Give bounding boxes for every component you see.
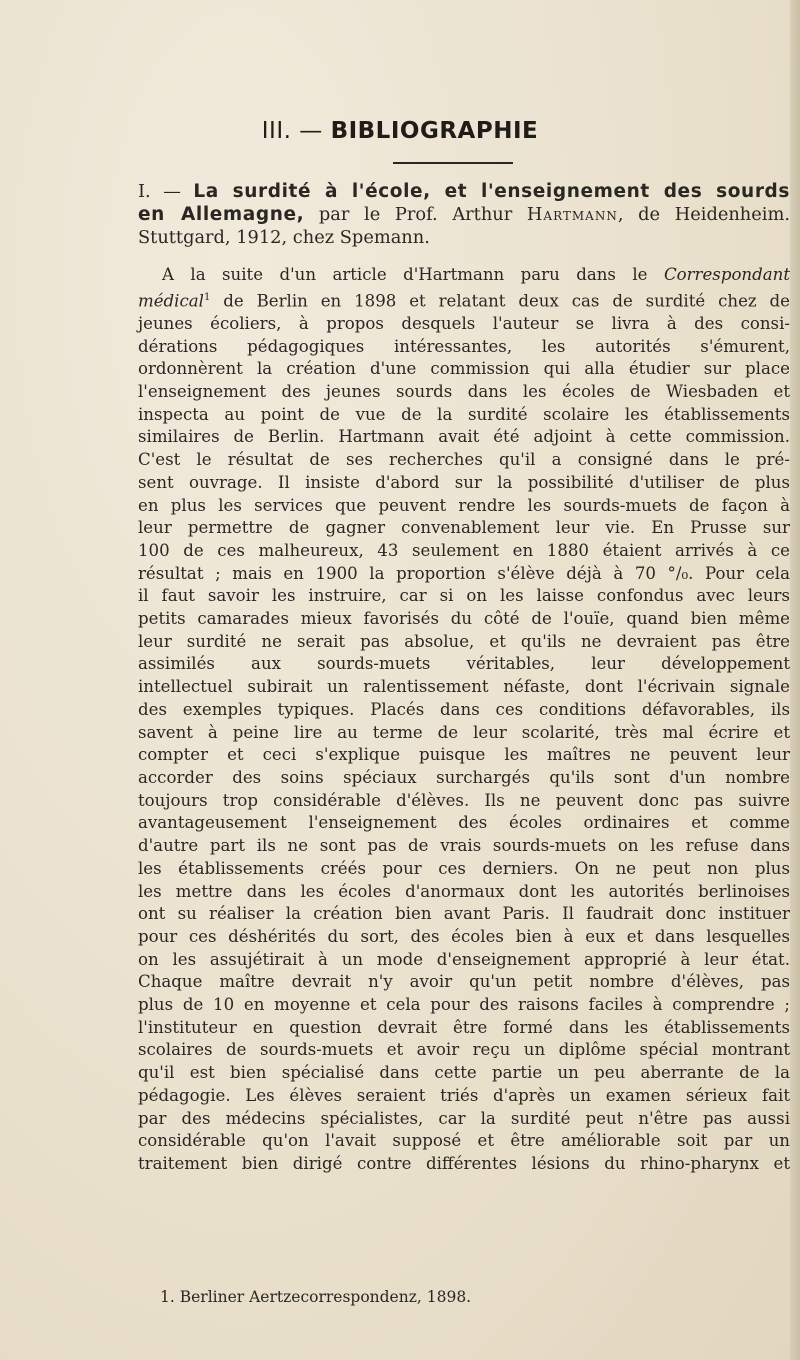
body-line: ordonnèrent la création d'une commission qui alla étudier sur place: [138, 359, 790, 379]
body-line: leur surdité ne serait pas absolue, et qu'ils ne devraient pas être: [138, 631, 790, 651]
body-line: compter et ceci s'explique puisque les maîtres ne peuvent leur: [138, 745, 790, 765]
body-line: plus de 10 en moyenne et cela pour des raisons faciles à comprendre ;: [138, 995, 790, 1015]
body-line: en plus les services que peuvent rendre les sourds-muets de façon à: [138, 495, 790, 515]
body-line: ont su réaliser la création bien avant Paris. Il faudrait donc instituer: [138, 904, 790, 924]
body-line: considérable qu'on l'avait supposé et être améliorable soit par un: [138, 1131, 790, 1151]
body-text-segment: de Berlin en 1898 et relatant deux cas de surdité chez de: [210, 291, 790, 311]
page-edge-shadow: [790, 0, 800, 1360]
entry-title-line-1: [138, 180, 790, 203]
body-line: [138, 287, 790, 313]
body-line: pour ces déshérités du sort, des écoles bien à eux et dans lesquelles: [138, 926, 790, 946]
body-line: on les assujétirait à un mode d'enseignement approprié à leur état.: [138, 949, 790, 969]
body-line: assimilés aux sourds-muets véritables, leur développement: [138, 654, 790, 674]
entry-imprint: Stuttgard, 1912, chez Spemann.: [138, 227, 430, 248]
section-title: BIBLIOGRAPHIE: [330, 118, 539, 144]
body-text-segment: A la suite d'un article d'Hartmann paru dans le: [162, 265, 664, 284]
body-line: jeunes écoliers, à propos desquels l'auteur se livra à des consi-: [138, 313, 790, 333]
book-title-part-2: en Allemagne,: [138, 204, 305, 225]
entry-number: I. —: [138, 181, 194, 202]
body-line: des exemples typiques. Placés dans ces conditions défavorables, ils: [138, 699, 790, 719]
body-line: scolaires de sourds-muets et avoir reçu un diplôme spécial montrant: [138, 1040, 790, 1060]
body-line: les mettre dans les écoles d'anormaux dont les autorités berlinoises: [138, 881, 790, 901]
book-title-part-1: La surdité à l'école, et l'enseignement des sourds: [193, 181, 790, 202]
body-line: C'est le résultat de ses recherches qu'il a consigné dans le pré-: [138, 450, 790, 470]
author-prefix: par le Prof. Arthur: [304, 204, 527, 225]
body-line: résultat ; mais en 1900 la proportion s'élève déjà à 70 °/₀. Pour cela: [138, 563, 790, 583]
body-line: qu'il est bien spécialisé dans cette partie un peu aberrante de la: [138, 1063, 790, 1083]
body-line: il faut savoir les instruire, car si on les laisse confondus avec leurs: [138, 586, 790, 606]
section-heading: [0, 118, 800, 144]
body-line: intellectuel subirait un ralentissement néfaste, dont l'écrivain signale: [138, 677, 790, 697]
body-line: l'enseignement des jeunes sourds dans les écoles de Wiesbaden et: [138, 382, 790, 402]
body-line: traitement bien dirigé contre différentes lésions du rhino-pharynx et: [138, 1153, 790, 1173]
section-number: III. —: [261, 118, 331, 144]
footnote: 1. Berliner Aertzecorrespondenz, 1898.: [160, 1288, 472, 1306]
body-line: inspecta au point de vue de la surdité scolaire les établissements: [138, 404, 790, 424]
body-line: toujours trop considérable d'élèves. Ils ne peuvent donc pas suivre: [138, 790, 790, 810]
body-line: 100 de ces malheureux, 43 seulement en 1880 étaient arrivés à ce: [138, 540, 790, 560]
body-line: d'autre part ils ne sont pas de vrais sourds-muets on les refuse dans: [138, 836, 790, 856]
heading-underline: [393, 162, 513, 164]
body-line: similaires de Berlin. Hartmann avait été adjoint à cette commission.: [138, 427, 790, 447]
author-name: Hartmann: [526, 204, 618, 225]
body-line: avantageusement l'enseignement des écoles ordinaires et comme: [138, 813, 790, 833]
footnote-ref: 1: [203, 291, 211, 303]
entry-title-line-2: [138, 203, 790, 226]
body-line: leur permettre de gagner convenablement leur vie. En Prusse sur: [138, 518, 790, 538]
body-line: Chaque maître devrait n'y avoir qu'un petit nombre d'élèves, pas: [138, 972, 790, 992]
body-line: l'instituteur en question devrait être formé dans les établissements: [138, 1017, 790, 1037]
journal-name-cont: médical: [138, 291, 204, 311]
body-line: pédagogie. Les élèves seraient triés d'après un examen sérieux fait: [138, 1085, 790, 1105]
author-location: , de Heidenheim.: [617, 204, 790, 225]
bibliography-entry-title: [138, 180, 790, 249]
body-line: les établissements créés pour ces derniers. On ne peut non plus: [138, 858, 790, 878]
body-line: dérations pédagogiques intéressantes, les autorités s'émurent,: [138, 336, 790, 356]
body-line: [138, 264, 790, 287]
body-line: sent ouvrage. Il insiste d'abord sur la possibilité d'utiliser de plus: [138, 472, 790, 492]
body-line: petits camarades mieux favorisés du côté de l'ouïe, quand bien même: [138, 609, 790, 629]
journal-name: Correspondant: [663, 265, 790, 284]
review-body: [138, 264, 790, 1176]
body-line: savent à peine lire au terme de leur scolarité, très mal écrire et: [138, 722, 790, 742]
body-line: par des médecins spécialistes, car la surdité peut n'être pas aussi: [138, 1108, 790, 1128]
body-line: accorder des soins spéciaux surchargés qu'ils sont d'un nombre: [138, 768, 790, 787]
